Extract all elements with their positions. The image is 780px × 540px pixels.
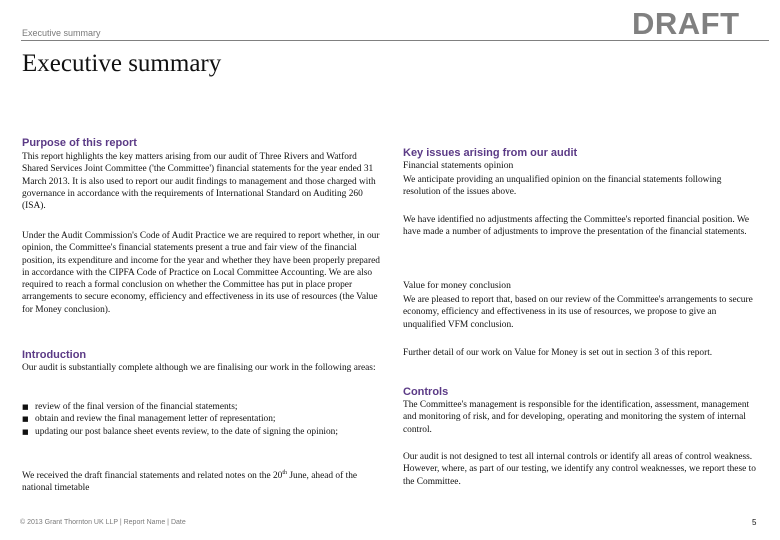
heading-introduction: Introduction — [22, 349, 87, 361]
introduction-closing-paragraph: We received the draft financial statements and related notes on the 20th June, ahead of the national timetable — [22, 469, 358, 494]
list-item: ■ updating our post balance sheet events review, to the date of signing the opinion; — [22, 426, 338, 437]
bullet-icon: ■ — [22, 415, 29, 424]
vfm-paragraph: We are pleased to report that, based on our review of the Committee's arrangements to secure economy, efficiency and effectiveness in its use of resources, we propose to give an unqualified VFM conclusion. — [403, 295, 753, 330]
subhead-value-for-money: Value for money conclusion — [403, 280, 511, 291]
list-item: ■ review of the final version of the financial statements; — [22, 402, 238, 412]
controls-paragraph-2: Our audit is not designed to test all internal controls or identify all areas of control weakness. However, where, as part of our testing, we identify any control weaknesses, we report these to the Committee. — [403, 452, 756, 487]
purpose-paragraph-1: This report highlights the key matters arising from our audit of Three Rivers and Watford Shared Services Joint Committee ('the Committee') financial statements for the year ended 31 March 2013. It is also used to report our audit findings to management and those charged with governance in accordance with the requirements of International Standard on Auditing 260 (ISA). — [22, 152, 376, 212]
fs-opinion-paragraph: We anticipate providing an unqualified opinion on the financial statements following resolution of the issues above. — [403, 175, 722, 198]
introduction-bullet-list — [22, 401, 380, 438]
bullet-icon: ■ — [22, 403, 29, 411]
list-item: ■ obtain and review the final management letter of representation; — [22, 414, 276, 425]
subhead-financial-statements-opinion: Financial statements opinion — [403, 160, 514, 171]
bullet-icon: ■ — [22, 427, 29, 436]
page-title: Executive summary — [22, 50, 222, 77]
controls-paragraph-1: The Committee's management is responsible for the identification, assessment, management and monitoring of risk, and for developing, operating and monitoring the system of internal control. — [403, 400, 750, 435]
heading-controls: Controls — [403, 386, 449, 398]
header-divider — [21, 40, 769, 41]
adjustments-paragraph: We have identified no adjustments affecting the Committee's reported financial position. We have made a number of adjustments to improve the presentation of the financial statements. — [403, 215, 750, 238]
page-number: 5 — [752, 518, 757, 527]
footer-copyright: © 2013 Grant Thornton UK LLP | Report Name | Date — [20, 519, 186, 526]
introduction-paragraph: Our audit is substantially complete although we are finalising our work in the following areas: — [22, 363, 376, 373]
draft-stamp: DRAFT — [632, 6, 740, 41]
purpose-paragraph-2: Under the Audit Commission's Code of Audit Practice we are required to report whether, in our opinion, the Committee's financial statements present a true and fair view of the financial position, its expenditure and income for the year and whether they have been properly prepared in accordance with the CIPFA Code of Practice on Local Committee Accounting. We are also required to reach a formal conclusion on whether the Committee has put in place proper arrangements to secure economy, efficiency and effectiveness in its use of resources (the Value for Money conclusion). — [22, 231, 380, 315]
running-header-title: Executive summary — [22, 28, 101, 38]
heading-purpose: Purpose of this report — [22, 137, 137, 149]
vfm-further-detail-paragraph: Further detail of our work on Value for Money is set out in section 3 of this report. — [403, 348, 713, 358]
heading-key-issues: Key issues arising from our audit — [403, 147, 578, 159]
